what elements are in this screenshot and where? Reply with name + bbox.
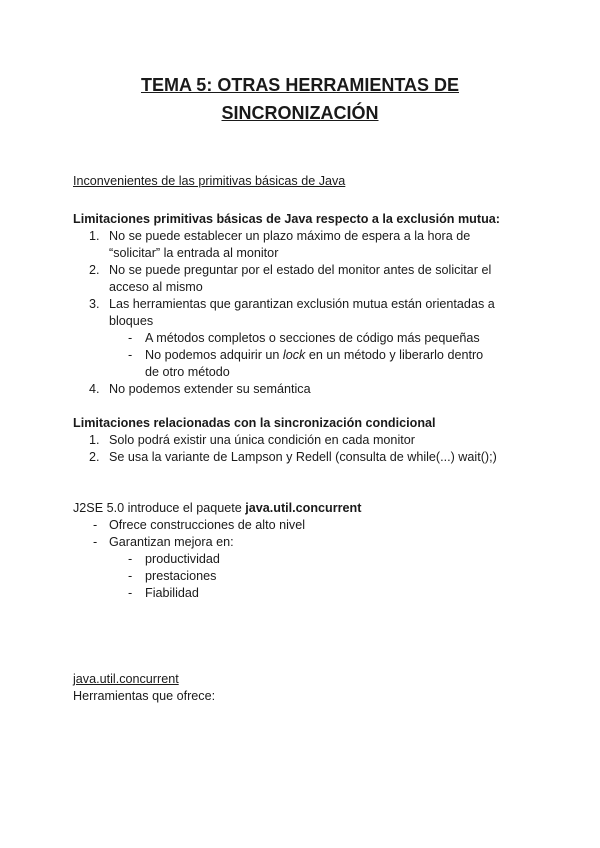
dash-bullet: - (128, 552, 133, 566)
list-item-text: “solicitar” la entrada al monitor (109, 246, 279, 260)
section-heading-inconvenientes: Inconvenientes de las primitivas básicas de Java (73, 174, 346, 188)
list-item (73, 534, 543, 551)
section-heading-concurrent: java.util.concurrent (73, 672, 179, 686)
page-title-line-2: SINCRONIZACIÓN (221, 103, 379, 123)
sub-list-item-text: productividad (145, 552, 220, 566)
emphasis-lock: lock (282, 348, 306, 362)
list-item (73, 228, 543, 262)
dash-bullet: - (93, 518, 98, 532)
dash-bullet: - (128, 569, 133, 583)
sub-list-item-text: No podemos adquirir un lock en un método y liberarlo dentro (145, 348, 484, 362)
list-number: 4. (89, 382, 100, 396)
page-title-line-1: TEMA 5: OTRAS HERRAMIENTAS DE (140, 75, 459, 95)
package-name: java.util.concurrent (245, 501, 362, 515)
sub-list-item (73, 551, 543, 568)
section-concurrent (73, 671, 543, 705)
sub-list-item (73, 330, 543, 347)
list-item-text: Solo podrá existir una única condición en cada monitor (109, 433, 415, 447)
page-title (0, 71, 600, 127)
section-heading-sincronizacion-condicional: Limitaciones relacionadas con la sincronización condicional (73, 416, 436, 430)
concurrent-text: Herramientas que ofrece: (73, 689, 216, 703)
list-item-text: No podemos extender su semántica (109, 382, 311, 396)
list-number: 1. (89, 433, 100, 447)
dash-bullet: - (93, 535, 98, 549)
section-j2se (73, 500, 543, 602)
list-item (73, 517, 543, 534)
list-item-text: No se puede preguntar por el estado del monitor antes de solicitar el (109, 263, 492, 277)
dash-bullet: - (128, 331, 133, 345)
section-sincronizacion-condicional (73, 415, 543, 466)
section-inconvenientes (73, 173, 543, 190)
list-item-text: No se puede establecer un plazo máximo de espera a la hora de (109, 229, 471, 243)
list-number: 1. (89, 229, 100, 243)
list-item (73, 432, 543, 449)
sub-list-item (73, 347, 543, 381)
list-item-text: Garantizan mejora en: (109, 535, 234, 549)
dash-bullet: - (128, 348, 133, 362)
j2se-intro: J2SE 5.0 introduce el paquete java.util.concurrent (73, 501, 362, 515)
list-item (73, 449, 543, 466)
list-number: 2. (89, 263, 100, 277)
section-exclusion-mutua (73, 211, 543, 398)
list-item-text: Las herramientas que garantizan exclusión mutua están orientadas a (109, 297, 495, 311)
sub-list-item-text: de otro método (145, 365, 230, 379)
list-item-text: Se usa la variante de Lampson y Redell (consulta de while(...) wait();) (109, 450, 497, 464)
sub-list-item (73, 585, 543, 602)
section-heading-exclusion-mutua: Limitaciones primitivas básicas de Java respecto a la exclusión mutua: (73, 212, 500, 226)
list-number: 2. (89, 450, 100, 464)
list-item (73, 381, 543, 398)
list-item-text: bloques (109, 314, 154, 328)
sub-list-item-text: prestaciones (145, 569, 217, 583)
list-number: 3. (89, 297, 100, 311)
sub-list-item-text: A métodos completos o secciones de código más pequeñas (145, 331, 480, 345)
list-item-text: Ofrece construcciones de alto nivel (109, 518, 306, 532)
sub-list-item (73, 568, 543, 585)
dash-bullet: - (128, 586, 133, 600)
sub-list-item-text: Fiabilidad (145, 586, 199, 600)
list-item (73, 262, 543, 296)
list-item-text: acceso al mismo (109, 280, 203, 294)
list-item (73, 296, 543, 330)
